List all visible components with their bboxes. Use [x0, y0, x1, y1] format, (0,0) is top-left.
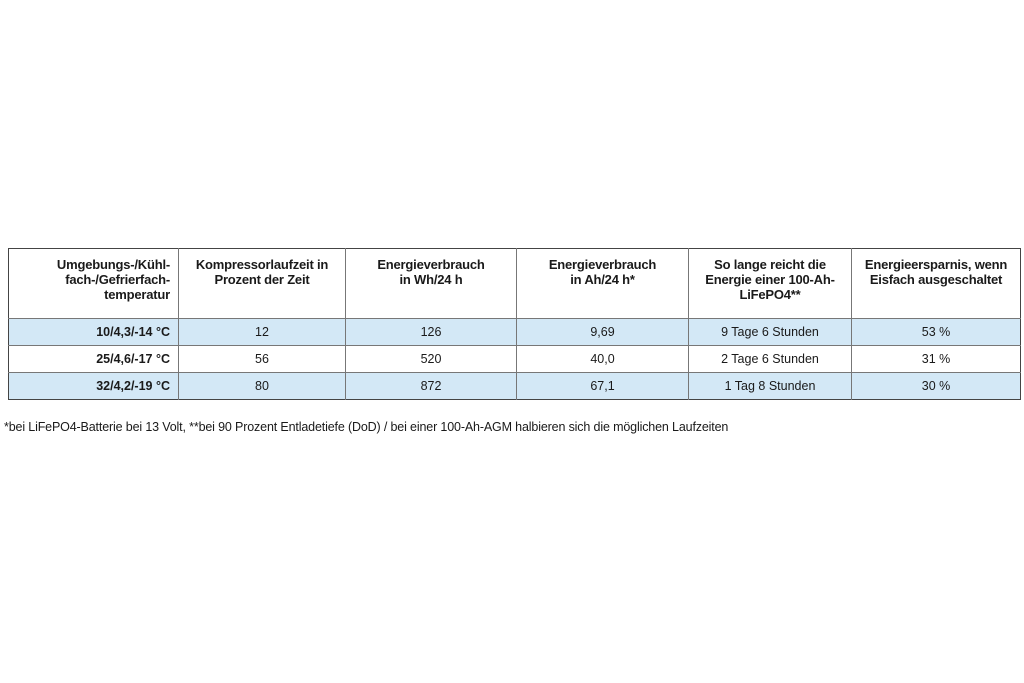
cell-temperature: 10/4,3/-14 °C	[9, 319, 179, 346]
data-table-container	[8, 248, 1020, 400]
cell-energy-ah: 9,69	[517, 319, 689, 346]
cell-energy-savings: 30 %	[852, 373, 1021, 400]
cell-energy-wh: 520	[346, 346, 517, 373]
cell-energy-ah: 67,1	[517, 373, 689, 400]
cell-energy-savings: 31 %	[852, 346, 1021, 373]
header-energy-wh: Energieverbrauch in Wh/24 h	[346, 249, 517, 319]
cell-temperature: 25/4,6/-17 °C	[9, 346, 179, 373]
table-row	[9, 319, 1021, 346]
table-row	[9, 373, 1021, 400]
cell-compressor-runtime: 80	[179, 373, 346, 400]
cell-energy-savings: 53 %	[852, 319, 1021, 346]
header-temperature: Umgebungs-/Kühl- fach-/Gefrierfach- temperatur	[56, 257, 170, 302]
table-footnote: *bei LiFePO4-Batterie bei 13 Volt, **bei 90 Prozent Entladetiefe (DoD) / bei einer 100-Ah-AGM halbieren sich die möglichen Laufzeiten	[4, 420, 729, 434]
table-row	[9, 346, 1021, 373]
cell-energy-wh: 872	[346, 373, 517, 400]
header-compressor-runtime: Kompressorlaufzeit in Prozent der Zeit	[179, 249, 346, 319]
cell-battery-duration: 2 Tage 6 Stunden	[689, 346, 852, 373]
cell-energy-wh: 126	[346, 319, 517, 346]
energy-consumption-table	[8, 248, 1021, 400]
header-energy-ah: Energieverbrauch in Ah/24 h*	[517, 249, 689, 319]
header-battery-duration: So lange reicht die Energie einer 100-Ah- LiFePO4**	[689, 249, 852, 319]
cell-energy-ah: 40,0	[517, 346, 689, 373]
table-header-row	[9, 249, 1021, 319]
cell-temperature: 32/4,2/-19 °C	[9, 373, 179, 400]
cell-battery-duration: 9 Tage 6 Stunden	[689, 319, 852, 346]
cell-compressor-runtime: 12	[179, 319, 346, 346]
header-energy-savings: Energieersparnis, wenn Eisfach ausgeschaltet	[852, 249, 1021, 319]
cell-battery-duration: 1 Tag 8 Stunden	[689, 373, 852, 400]
cell-compressor-runtime: 56	[179, 346, 346, 373]
